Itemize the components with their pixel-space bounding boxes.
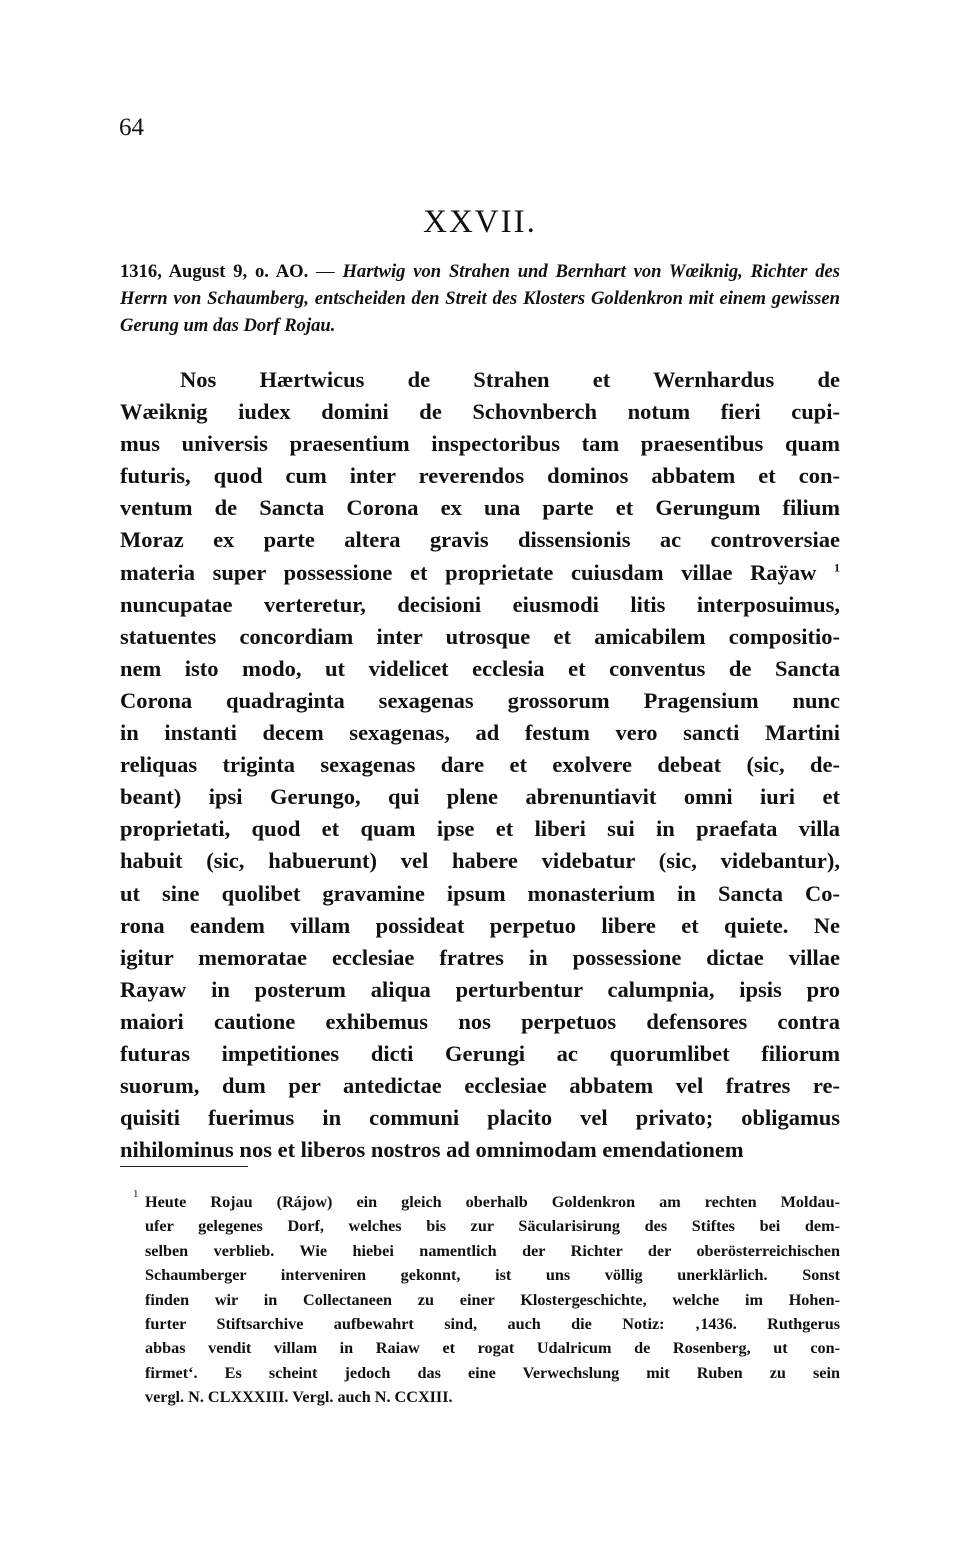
text-line: rona eandem villam possideat perpetuo libere et quiete. Ne xyxy=(120,912,840,938)
footnote-line: vergl. N. CLXXXIII. Vergl. auch N. CCXIII. xyxy=(145,1388,453,1407)
footnote-divider xyxy=(120,1166,248,1167)
text-line: nem isto modo, ut videlicet ecclesia et conventus de Sancta xyxy=(120,655,840,681)
text-line: Corona quadraginta sexagenas grossorum Pragensium nunc xyxy=(120,687,840,713)
footnote-line: ufer gelegenes Dorf, welches bis zur Säcularisirung des Stiftes bei dem- xyxy=(145,1217,840,1236)
text-line: igitur memoratae ecclesiae fratres in possessione dictae villae xyxy=(120,944,840,970)
text-line: nuncupatae verteretur, decisioni eiusmodi litis interposuimus, xyxy=(120,591,840,617)
text-line: quisiti fuerimus in communi placito vel privato; obligamus xyxy=(120,1105,840,1131)
text-line: ventum de Sancta Corona ex una parte et Gerungum filium xyxy=(120,495,840,521)
regest xyxy=(120,258,840,339)
footnote-line: firmet‘. Es scheint jedoch das eine Verwechslung mit Ruben zu sein xyxy=(145,1363,840,1382)
regest-date: 1316, August 9, o. AO. xyxy=(120,261,309,282)
text-line-content: materia super possessione et proprietate cuiusdam villae Raÿaw xyxy=(120,559,817,585)
charter-text xyxy=(120,364,840,1166)
text-line: futuris, quod cum inter reverendos dominos abbatem et con- xyxy=(120,463,840,489)
text-line: habuit (sic, habuerunt) vel habere videbatur (sic, videbantur), xyxy=(120,848,840,874)
footnote-reference[interactable]: 1 xyxy=(834,560,840,575)
text-line: nihilominus nos et liberos nostros ad omnimodam emendationem xyxy=(120,1137,744,1163)
text-line: suorum, dum per antedictae ecclesiae abbatem vel fratres re- xyxy=(120,1073,840,1099)
text-line-with-footnote xyxy=(120,557,840,589)
footnote-marker: 1 xyxy=(133,1188,139,1200)
text-line: Rayaw in posterum aliqua perturbentur calumpnia, ipsis pro xyxy=(120,976,840,1002)
regest-summary: Hartwig von Strahen und Bernhart von Wœiknig, Richter des Herrn von Schaumberg, entscheiden den Streit des Klosters Goldenkron mit einem gewissen Gerung um das Dorf Rojau. xyxy=(120,261,840,336)
text-line: maiori cautione exhibemus nos perpetuos defensores contra xyxy=(120,1008,840,1034)
text-line: statuentes concordiam inter utrosque et amicabilem compositio- xyxy=(120,623,840,649)
text-line: ut sine quolibet gravamine ipsum monasterium in Sancta Co- xyxy=(120,880,840,906)
page-number: 64 xyxy=(119,114,144,141)
chapter-number: XXVII. xyxy=(423,204,537,240)
footnote-line: finden wir in Collectaneen zu einer Klostergeschichte, welche im Hohen- xyxy=(145,1290,840,1309)
text-line: Wæiknig iudex domini de Schovnberch notum fieri cupi- xyxy=(120,399,840,425)
regest-dash: — xyxy=(308,261,343,282)
text-line: Nos Hærtwicus de Strahen et Wernhardus de xyxy=(180,367,840,392)
text-line: in instanti decem sexagenas, ad festum vero sancti Martini xyxy=(120,720,840,746)
footnote-line: Schaumberger interveniren gekonnt, ist uns völlig unerklärlich. Sonst xyxy=(145,1266,840,1285)
footnote-line: Heute Rojau (Rájow) ein gleich oberhalb Goldenkron am rechten Moldau- xyxy=(145,1193,840,1211)
text-line: reliquas triginta sexagenas dare et exolvere debeat (sic, de- xyxy=(120,752,840,778)
footnote-line: selben verblieb. Wie hiebei namentlich der Richter der oberösterreichischen xyxy=(145,1241,840,1260)
text-line: beant) ipsi Gerungo, qui plene abrenuntiavit omni iuri et xyxy=(120,784,840,810)
footnote-line: furter Stiftsarchive aufbewahrt sind, auch die Notiz: ‚1436. Ruthgerus xyxy=(145,1314,840,1333)
footnote-line: abbas vendit villam in Raiaw et rogat Udalricum de Rosenberg, ut con- xyxy=(145,1339,840,1358)
text-line: Moraz ex parte altera gravis dissensionis ac controversiae xyxy=(120,527,840,553)
footnote xyxy=(133,1188,840,1410)
text-line: proprietati, quod et quam ipse et liberi sui in praefata villa xyxy=(120,816,840,842)
text-line: futuras impetitiones dicti Gerungi ac quorumlibet filiorum xyxy=(120,1040,840,1066)
text-line: mus universis praesentium inspectoribus tam praesentibus quam xyxy=(120,431,840,457)
